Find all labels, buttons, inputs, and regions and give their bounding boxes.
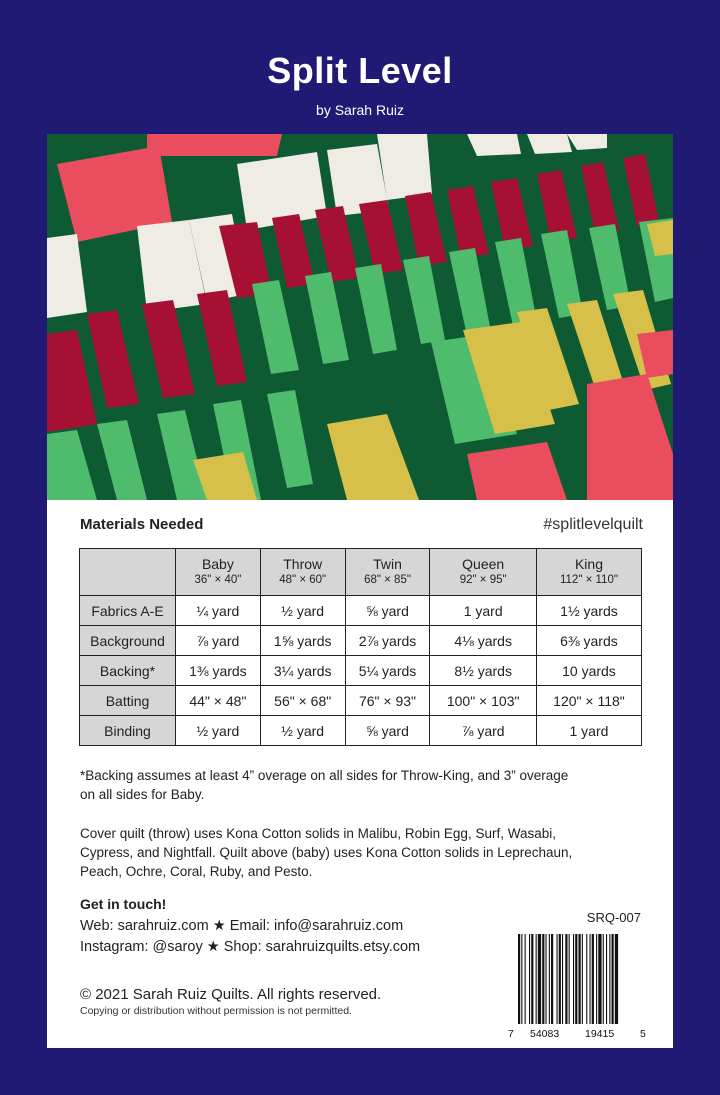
backing-note-line: on all sides for Baby. (80, 787, 205, 802)
table-cell: 120" × 118" (536, 686, 641, 716)
barcode-bars (508, 932, 648, 1027)
table-header-row (80, 549, 642, 596)
table-cell: ½ yard (176, 716, 261, 746)
barcode (508, 932, 648, 1040)
column-header-throw: Throw 48" × 60" (260, 549, 345, 596)
table-cell: ½ yard (260, 716, 345, 746)
barcode-group-1: 54083 (530, 1028, 560, 1040)
pattern-title: Split Level (267, 50, 453, 91)
table-cell: 8½ yards (430, 656, 537, 686)
table-cell: 6⅜ yards (536, 626, 641, 656)
table-cell: ⅞ yard (430, 716, 537, 746)
table-cell: 1½ yards (536, 596, 641, 626)
row-label: Binding (80, 716, 176, 746)
table-cell: 56" × 68" (260, 686, 345, 716)
table-cell: 5¼ yards (345, 656, 430, 686)
table-row (80, 686, 642, 716)
contact-heading: Get in touch! (80, 896, 167, 912)
table-cell: 1⅝ yards (260, 626, 345, 656)
table-cell: ⅝ yard (345, 596, 430, 626)
column-header-baby: Baby 36" × 40" (176, 549, 261, 596)
contact-web-email: Web: sarahruiz.com ★ Email: info@sarahruiz.com (80, 918, 404, 934)
quilt-illustration (47, 134, 673, 500)
backing-note (80, 766, 650, 804)
table-row (80, 596, 642, 626)
fabric-note-line: Cover quilt (throw) uses Kona Cotton solids in Malibu, Robin Egg, Surf, Wasabi, (80, 826, 556, 841)
table-cell: 4⅛ yards (430, 626, 537, 656)
materials-heading: Materials Needed (80, 516, 204, 533)
hashtag: #splitlevelquilt (543, 516, 643, 533)
table-cell: 76" × 93" (345, 686, 430, 716)
table-cell: 3¼ yards (260, 656, 345, 686)
header (0, 0, 720, 135)
table-cell: 44" × 48" (176, 686, 261, 716)
header-corner-cell (80, 549, 176, 596)
column-header-queen: Queen 92" × 95" (430, 549, 537, 596)
fabric-note-line: Peach, Ochre, Coral, Ruby, and Pesto. (80, 864, 313, 879)
sku-code: SRQ-007 (586, 910, 641, 925)
quilt-photo (47, 134, 673, 500)
copyright-notice: Copying or distribution without permission is not permitted. (80, 1005, 352, 1017)
designer-byline: by Sarah Ruiz (316, 102, 404, 118)
backing-note-line: *Backing assumes at least 4” overage on all sides for Throw-King, and 3” overage (80, 768, 569, 783)
fabric-note (80, 824, 650, 881)
row-label: Batting (80, 686, 176, 716)
table-cell: ½ yard (260, 596, 345, 626)
barcode-digit-right: 5 (640, 1028, 646, 1040)
table-cell: 1 yard (430, 596, 537, 626)
table-cell: ⅞ yard (176, 626, 261, 656)
table-row (80, 626, 642, 656)
barcode-digit-left: 7 (508, 1028, 514, 1040)
info-panel (47, 500, 673, 1048)
table-cell: ¼ yard (176, 596, 261, 626)
table-cell: 10 yards (536, 656, 641, 686)
row-label: Backing* (80, 656, 176, 686)
table-row (80, 656, 642, 686)
table-cell: ⅝ yard (345, 716, 430, 746)
fabric-note-line: Cypress, and Nightfall. Quilt above (baby) uses Kona Cotton solids in Leprechaun, (80, 845, 573, 860)
contact-social-shop: Instagram: @saroy ★ Shop: sarahruizquilts.etsy.com (80, 939, 421, 955)
table-cell: 2⅞ yards (345, 626, 430, 656)
materials-table (79, 548, 642, 746)
copyright: © 2021 Sarah Ruiz Quilts. All rights reserved. (80, 986, 382, 1003)
column-header-king: King 112" × 110" (536, 549, 641, 596)
column-header-twin: Twin 68" × 85" (345, 549, 430, 596)
barcode-group-2: 19415 (585, 1028, 615, 1040)
table-cell: 100" × 103" (430, 686, 537, 716)
table-row (80, 716, 642, 746)
row-label: Fabrics A-E (80, 596, 176, 626)
table-cell: 1⅜ yards (176, 656, 261, 686)
row-label: Background (80, 626, 176, 656)
table-cell: 1 yard (536, 716, 641, 746)
